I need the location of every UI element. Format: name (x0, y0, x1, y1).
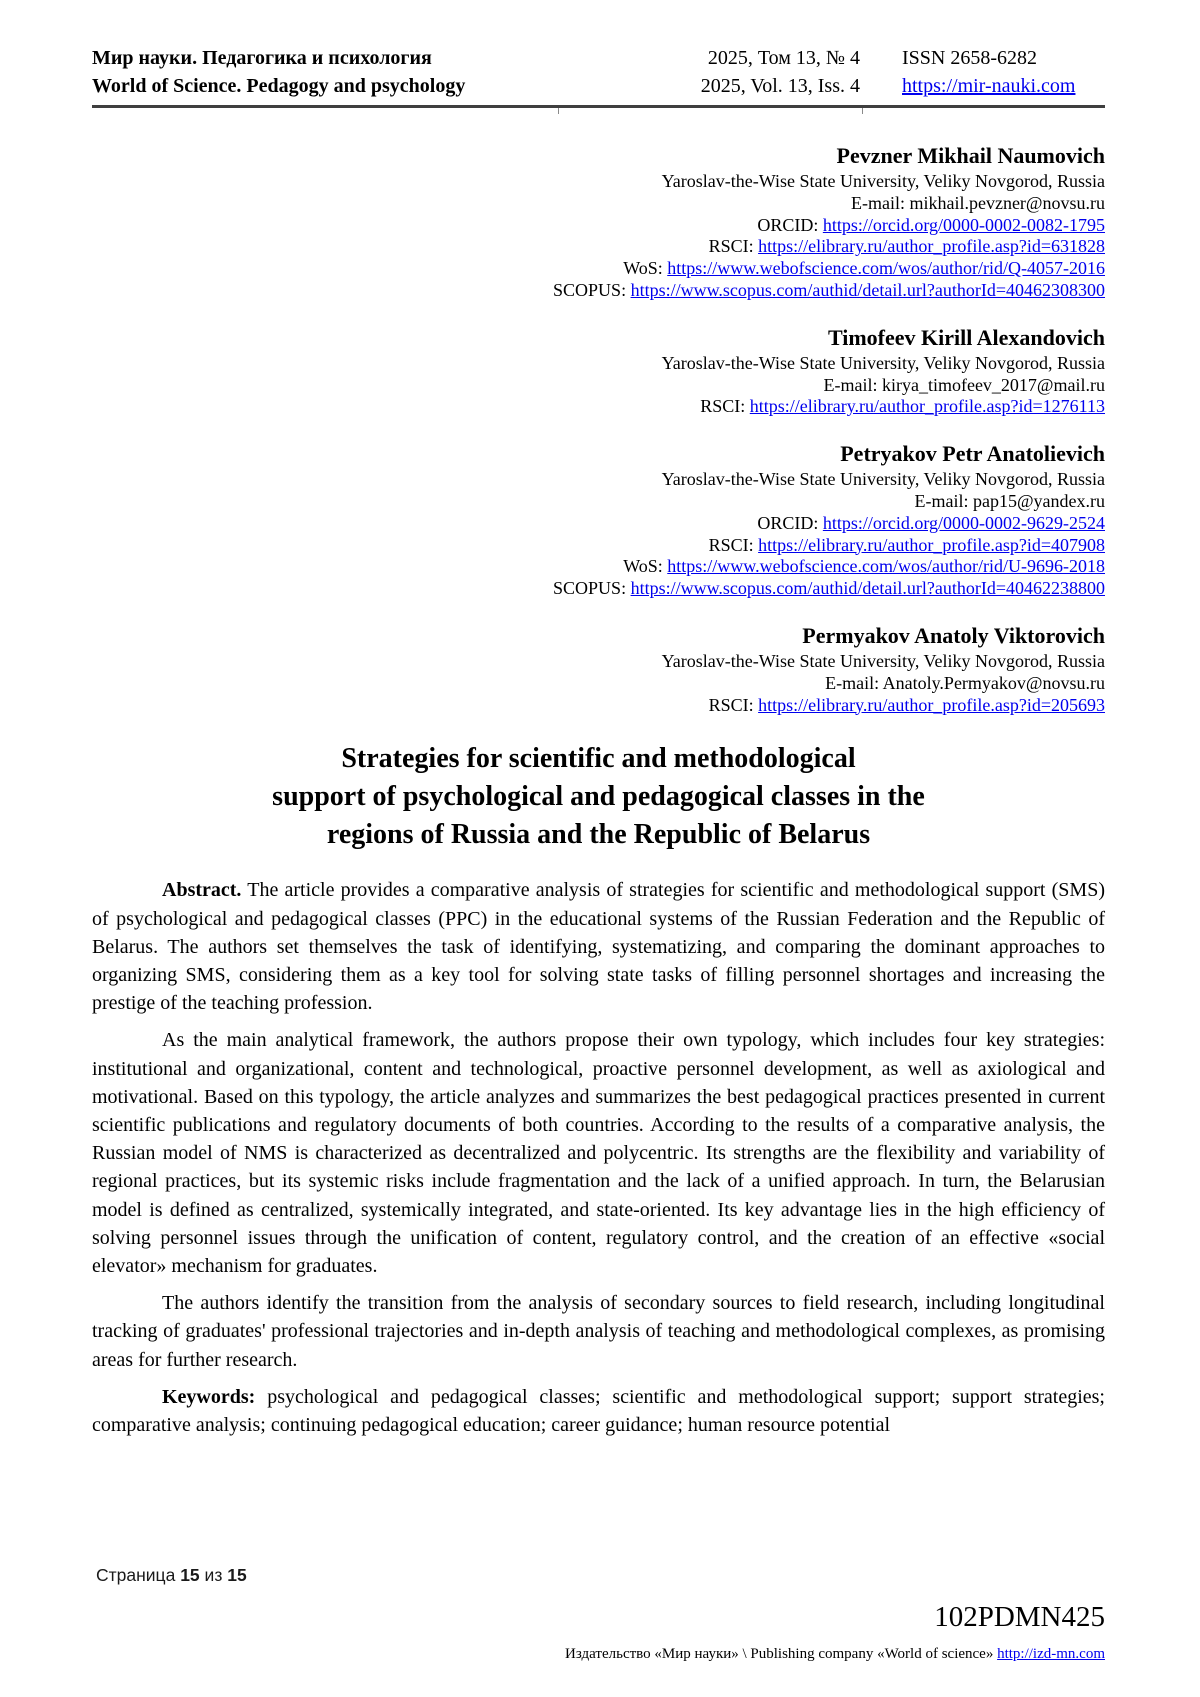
keywords-text: psychological and pedagogical classes; scientific and methodological support; support strategies; comparative analysis; continuing pedagogical education; career guidance; human resource potential (92, 1385, 1105, 1436)
abstract-paragraph-3 (92, 1289, 1105, 1374)
author-name: Timofeev Kirill Alexandovich (827, 324, 1105, 350)
author-affiliation: Yaroslav-the-Wise State University, Veliky Novgorod, Russia (661, 650, 1105, 671)
orcid-link[interactable]: https://orcid.org/0000-0002-0082-1795 (822, 214, 1105, 235)
page-label: Страница (96, 1565, 176, 1585)
article-title-line: Strategies for scientific and methodological (341, 743, 856, 775)
scopus-label: SCOPUS: (553, 578, 627, 599)
article-title (92, 740, 1105, 854)
rsci-label: RSCI: (708, 694, 754, 715)
author-affiliation: Yaroslav-the-Wise State University, Veliky Novgorod, Russia (661, 352, 1105, 373)
journal-header (92, 44, 1105, 108)
publisher-link[interactable]: http://izd-mn.com (997, 1646, 1105, 1662)
journal-site-link[interactable]: https://mir-nauki.com (902, 75, 1076, 97)
rsci-link[interactable]: https://elibrary.ru/author_profile.asp?id=407908 (758, 534, 1105, 555)
orcid-link[interactable]: https://orcid.org/0000-0002-9629-2524 (822, 512, 1105, 533)
author-affiliation: Yaroslav-the-Wise State University, Veliky Novgorod, Russia (661, 171, 1105, 191)
issn-number: ISSN 2658-6282 (902, 47, 1038, 69)
journal-volume-block (592, 44, 860, 100)
volume-en: 2025, Vol. 13, Iss. 4 (700, 75, 860, 97)
scopus-link[interactable]: https://www.scopus.com/authid/detail.url?authorId=40462308300 (630, 279, 1105, 300)
author-affiliation: Yaroslav-the-Wise State University, Veliky Novgorod, Russia (661, 469, 1105, 490)
author-name: Pevzner Mikhail Naumovich (836, 143, 1105, 168)
journal-title-block (92, 44, 592, 100)
page-current: 15 (180, 1565, 200, 1585)
author-email: E-mail: mikhail.pevzner@novsu.ru (850, 192, 1105, 213)
abstract-text-3: The authors identify the transition from the analysis of secondary sources to field research, including longitudinal tracking of graduates' professional trajectories and in-depth analysis of teaching and methodological complexes, as promising areas for further research. (92, 1292, 1105, 1371)
publisher-line (565, 1645, 1105, 1663)
abstract-paragraph-2 (92, 1026, 1105, 1280)
article-title-line: regions of Russia and the Republic of Belarus (326, 819, 871, 851)
scopus-label: SCOPUS: (553, 279, 627, 300)
author-block (92, 324, 1105, 418)
journal-title-en: World of Science. Pedagogy and psychology (92, 75, 466, 97)
rsci-link[interactable]: https://elibrary.ru/author_profile.asp?id=205693 (758, 694, 1105, 715)
scopus-link[interactable]: https://www.scopus.com/authid/detail.url?authorId=40462238800 (630, 578, 1105, 599)
journal-title-ru: Мир науки. Педагогика и психология (92, 47, 432, 69)
wos-link[interactable]: https://www.webofscience.com/wos/author/rid/Q-4057-2016 (667, 258, 1105, 279)
rsci-link[interactable]: https://elibrary.ru/author_profile.asp?id=631828 (758, 236, 1105, 257)
wos-link[interactable]: https://www.webofscience.com/wos/author/rid/U-9696-2018 (667, 556, 1105, 577)
author-email: E-mail: kirya_timofeev_2017@mail.ru (823, 374, 1105, 395)
orcid-label: ORCID: (757, 512, 819, 533)
author-block (92, 142, 1105, 302)
authors-section (92, 142, 1105, 716)
page-of-label: из (204, 1565, 223, 1585)
author-block (92, 622, 1105, 716)
rsci-label: RSCI: (708, 236, 754, 257)
author-block (92, 440, 1105, 600)
abstract-text-2: As the main analytical framework, the authors propose their own typology, which includes four key strategies: institutional and organizational, content and technological, proactive personnel development, as well as axiological and motivational. Based on this typology, the article analyzes and summarizes the best pedagogical practices presented in current scientific publications and regulatory documents of both countries. According to the results of a comparative analysis, the Russian model of NMS is characterized as decentralized and polycentric. Its strengths are the flexibility and variability of regional practices, but its systemic risks include fragmentation and the lack of a unified approach. In turn, the Belarusian model is defined as centralized, systemically integrated, and state-oriented. Its key advantage lies in the high efficiency of solving personnel issues through the unification of content, regulatory control, and the creation of an effective «social elevator» mechanism for graduates. (92, 1029, 1105, 1277)
abstract-paragraph-1 (92, 876, 1105, 1017)
page-content (92, 44, 1105, 1448)
wos-label: WoS: (623, 556, 663, 577)
abstract-text-1: The article provides a comparative analysis of strategies for scientific and methodological support (SMS) of psychological and pedagogical classes (PPC) in the educational systems of the Russian Federation and the Republic of Belarus. The authors set themselves the task of identifying, systematizing, and comparing the dominant approaches to organizing SMS, considering them as a key tool for solving state tasks of filling personnel shortages and increasing the prestige of the teaching profession. (92, 879, 1105, 1015)
article-code: 102PDMN425 (934, 1601, 1105, 1633)
journal-issn-block (902, 44, 1075, 100)
author-email: E-mail: Anatoly.Permyakov@novsu.ru (825, 672, 1105, 693)
author-email: E-mail: pap15@yandex.ru (914, 490, 1105, 511)
author-name: Petryakov Petr Anatolievich (840, 441, 1105, 467)
publisher-text: Издательство «Мир науки» \ Publishing company «World of science» (565, 1646, 994, 1662)
rsci-label: RSCI: (708, 534, 754, 555)
article-title-line: support of psychological and pedagogical classes in the (272, 781, 925, 813)
rsci-link[interactable]: https://elibrary.ru/author_profile.asp?id=1276113 (749, 396, 1105, 417)
abstract-section (92, 876, 1105, 1439)
header-divider-tick (558, 108, 559, 114)
header-divider-tick (862, 108, 863, 114)
page-number-line (96, 1565, 247, 1586)
page-total: 15 (227, 1565, 247, 1585)
abstract-label: Abstract. (162, 879, 242, 902)
volume-ru: 2025, Том 13, № 4 (707, 47, 860, 69)
author-name: Permyakov Anatoly Viktorovich (802, 622, 1105, 648)
wos-label: WoS: (623, 258, 663, 279)
keywords-paragraph (92, 1383, 1105, 1439)
rsci-label: RSCI: (700, 396, 746, 417)
orcid-label: ORCID: (757, 214, 819, 235)
keywords-label: Keywords: (162, 1385, 256, 1408)
